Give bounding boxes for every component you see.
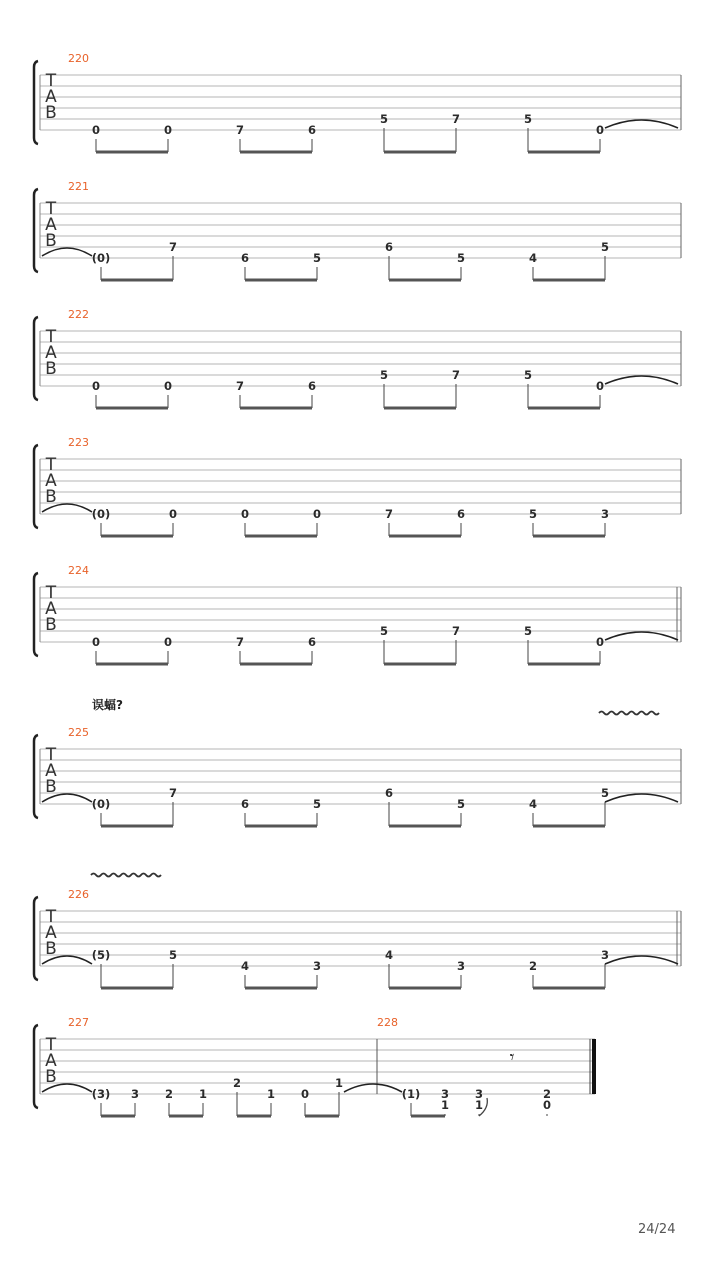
tab-clef-a: A: [45, 215, 57, 235]
measure-number: 228: [377, 1016, 398, 1029]
fret-number: 0: [91, 123, 101, 137]
tab-clef-t: T: [45, 907, 57, 927]
fret-number: 7: [451, 112, 461, 126]
fret-number: 3: [600, 507, 610, 521]
fret-number: 5: [528, 507, 538, 521]
measure-number: 227: [68, 1016, 89, 1029]
fret-number: 6: [240, 797, 250, 811]
fret-number: 2: [542, 1087, 552, 1101]
fret-number: 6: [240, 251, 250, 265]
tab-clef-t: T: [45, 583, 57, 603]
fret-number: 0: [91, 635, 101, 649]
fret-number: 7: [384, 507, 394, 521]
fret-number: 5: [312, 797, 322, 811]
fret-number: 5: [456, 797, 466, 811]
fret-number: 4: [528, 251, 538, 265]
fret-number: 0: [168, 507, 178, 521]
tie-out: [605, 956, 678, 964]
page-number: 24/24: [638, 1222, 676, 1237]
fret-number: 6: [384, 240, 394, 254]
fret-number: 1: [474, 1098, 484, 1112]
fret-number: 7: [235, 635, 245, 649]
tab-clef-a: A: [45, 343, 57, 363]
fret-number: 5: [379, 112, 389, 126]
tab-clef-b: B: [45, 939, 57, 959]
fret-number: 7: [235, 379, 245, 393]
fret-number: 2: [528, 959, 538, 973]
measure-number: 221: [68, 180, 89, 193]
fret-number: 3: [600, 948, 610, 962]
fret-number: 5: [168, 948, 178, 962]
fret-number: 5: [379, 624, 389, 638]
fret-number: 0: [91, 379, 101, 393]
fret-number: 6: [307, 635, 317, 649]
system-bracket: [34, 573, 38, 656]
fret-number: 3: [130, 1087, 140, 1101]
system-bracket: [34, 317, 38, 400]
vibrato-mark: [599, 712, 659, 715]
fret-number: 4: [528, 797, 538, 811]
system-bracket: [34, 61, 38, 144]
fret-number: (1): [401, 1087, 421, 1101]
fret-number: 1: [440, 1098, 450, 1112]
system-bracket: [34, 189, 38, 272]
measure-number: 220: [68, 52, 89, 65]
tab-clef-b: B: [45, 231, 57, 251]
system-bracket: [34, 735, 38, 818]
fret-number: 3: [456, 959, 466, 973]
fret-number: 7: [168, 240, 178, 254]
system-bracket: [34, 897, 38, 980]
fret-number: 2: [232, 1076, 242, 1090]
tab-clef-b: B: [45, 487, 57, 507]
fret-number: 0: [312, 507, 322, 521]
fret-number: 0: [595, 123, 605, 137]
system-bracket: [34, 1025, 38, 1108]
fret-number: (0): [91, 797, 111, 811]
fret-number: (5): [91, 948, 111, 962]
tab-clef-t: T: [45, 455, 57, 475]
fret-number: 0: [595, 635, 605, 649]
fret-number: 1: [198, 1087, 208, 1101]
tie-out: [605, 120, 678, 128]
tie-out: [605, 632, 678, 640]
fret-number: 5: [523, 112, 533, 126]
fret-number: 6: [384, 786, 394, 800]
fret-number: 6: [307, 123, 317, 137]
fret-number: 0: [542, 1098, 552, 1112]
tab-clef-t: T: [45, 327, 57, 347]
tab-clef-a: A: [45, 599, 57, 619]
fret-number: 5: [600, 786, 610, 800]
measure-number: 223: [68, 436, 89, 449]
tie-across-bar: [344, 1084, 402, 1092]
tab-clef-a: A: [45, 1051, 57, 1071]
fret-number: 5: [523, 368, 533, 382]
fret-number: 0: [163, 123, 173, 137]
tab-clef-b: B: [45, 1067, 57, 1087]
fret-number: (0): [91, 507, 111, 521]
fret-number: 0: [163, 379, 173, 393]
fret-number: 7: [168, 786, 178, 800]
fret-number: (3): [91, 1087, 111, 1101]
fret-number: 3: [440, 1087, 450, 1101]
vibrato-mark: [91, 874, 161, 877]
fret-number: 0: [163, 635, 173, 649]
tab-clef-b: B: [45, 777, 57, 797]
measure-number: 226: [68, 888, 89, 901]
tab-clef-b: B: [45, 359, 57, 379]
annotation-text: 误蝠?: [92, 698, 123, 712]
fret-number: 6: [307, 379, 317, 393]
fret-number: 0: [300, 1087, 310, 1101]
fret-number: 5: [456, 251, 466, 265]
tab-clef-a: A: [45, 923, 57, 943]
tie-out: [605, 376, 678, 384]
fret-number: 7: [235, 123, 245, 137]
fret-number: 1: [266, 1087, 276, 1101]
tab-clef-t: T: [45, 1035, 57, 1055]
measure-number: 224: [68, 564, 89, 577]
measure-number: 222: [68, 308, 89, 321]
fret-number: 4: [240, 959, 250, 973]
fret-number: 7: [451, 368, 461, 382]
fret-number: 3: [312, 959, 322, 973]
fret-number: 5: [379, 368, 389, 382]
fret-number: 2: [164, 1087, 174, 1101]
tab-clef-t: T: [45, 71, 57, 91]
tab-clef-t: T: [45, 199, 57, 219]
fret-number: 0: [240, 507, 250, 521]
tie-out: [605, 794, 678, 802]
fret-number: 7: [451, 624, 461, 638]
fret-number: 5: [523, 624, 533, 638]
fret-number: 0: [595, 379, 605, 393]
tab-clef-t: T: [45, 745, 57, 765]
system-bracket: [34, 445, 38, 528]
fret-number: 1: [334, 1076, 344, 1090]
tab-clef-b: B: [45, 103, 57, 123]
fret-number: 4: [384, 948, 394, 962]
tab-clef-a: A: [45, 471, 57, 491]
fret-number: 3: [474, 1087, 484, 1101]
fret-number: 5: [600, 240, 610, 254]
tab-clef-a: A: [45, 761, 57, 781]
fret-number: (0): [91, 251, 111, 265]
tab-clef-a: A: [45, 87, 57, 107]
fret-number: 5: [312, 251, 322, 265]
tab-clef-b: B: [45, 615, 57, 635]
measure-number: 225: [68, 726, 89, 739]
fret-number: 6: [456, 507, 466, 521]
eighth-rest: 𝄾: [509, 1047, 515, 1068]
